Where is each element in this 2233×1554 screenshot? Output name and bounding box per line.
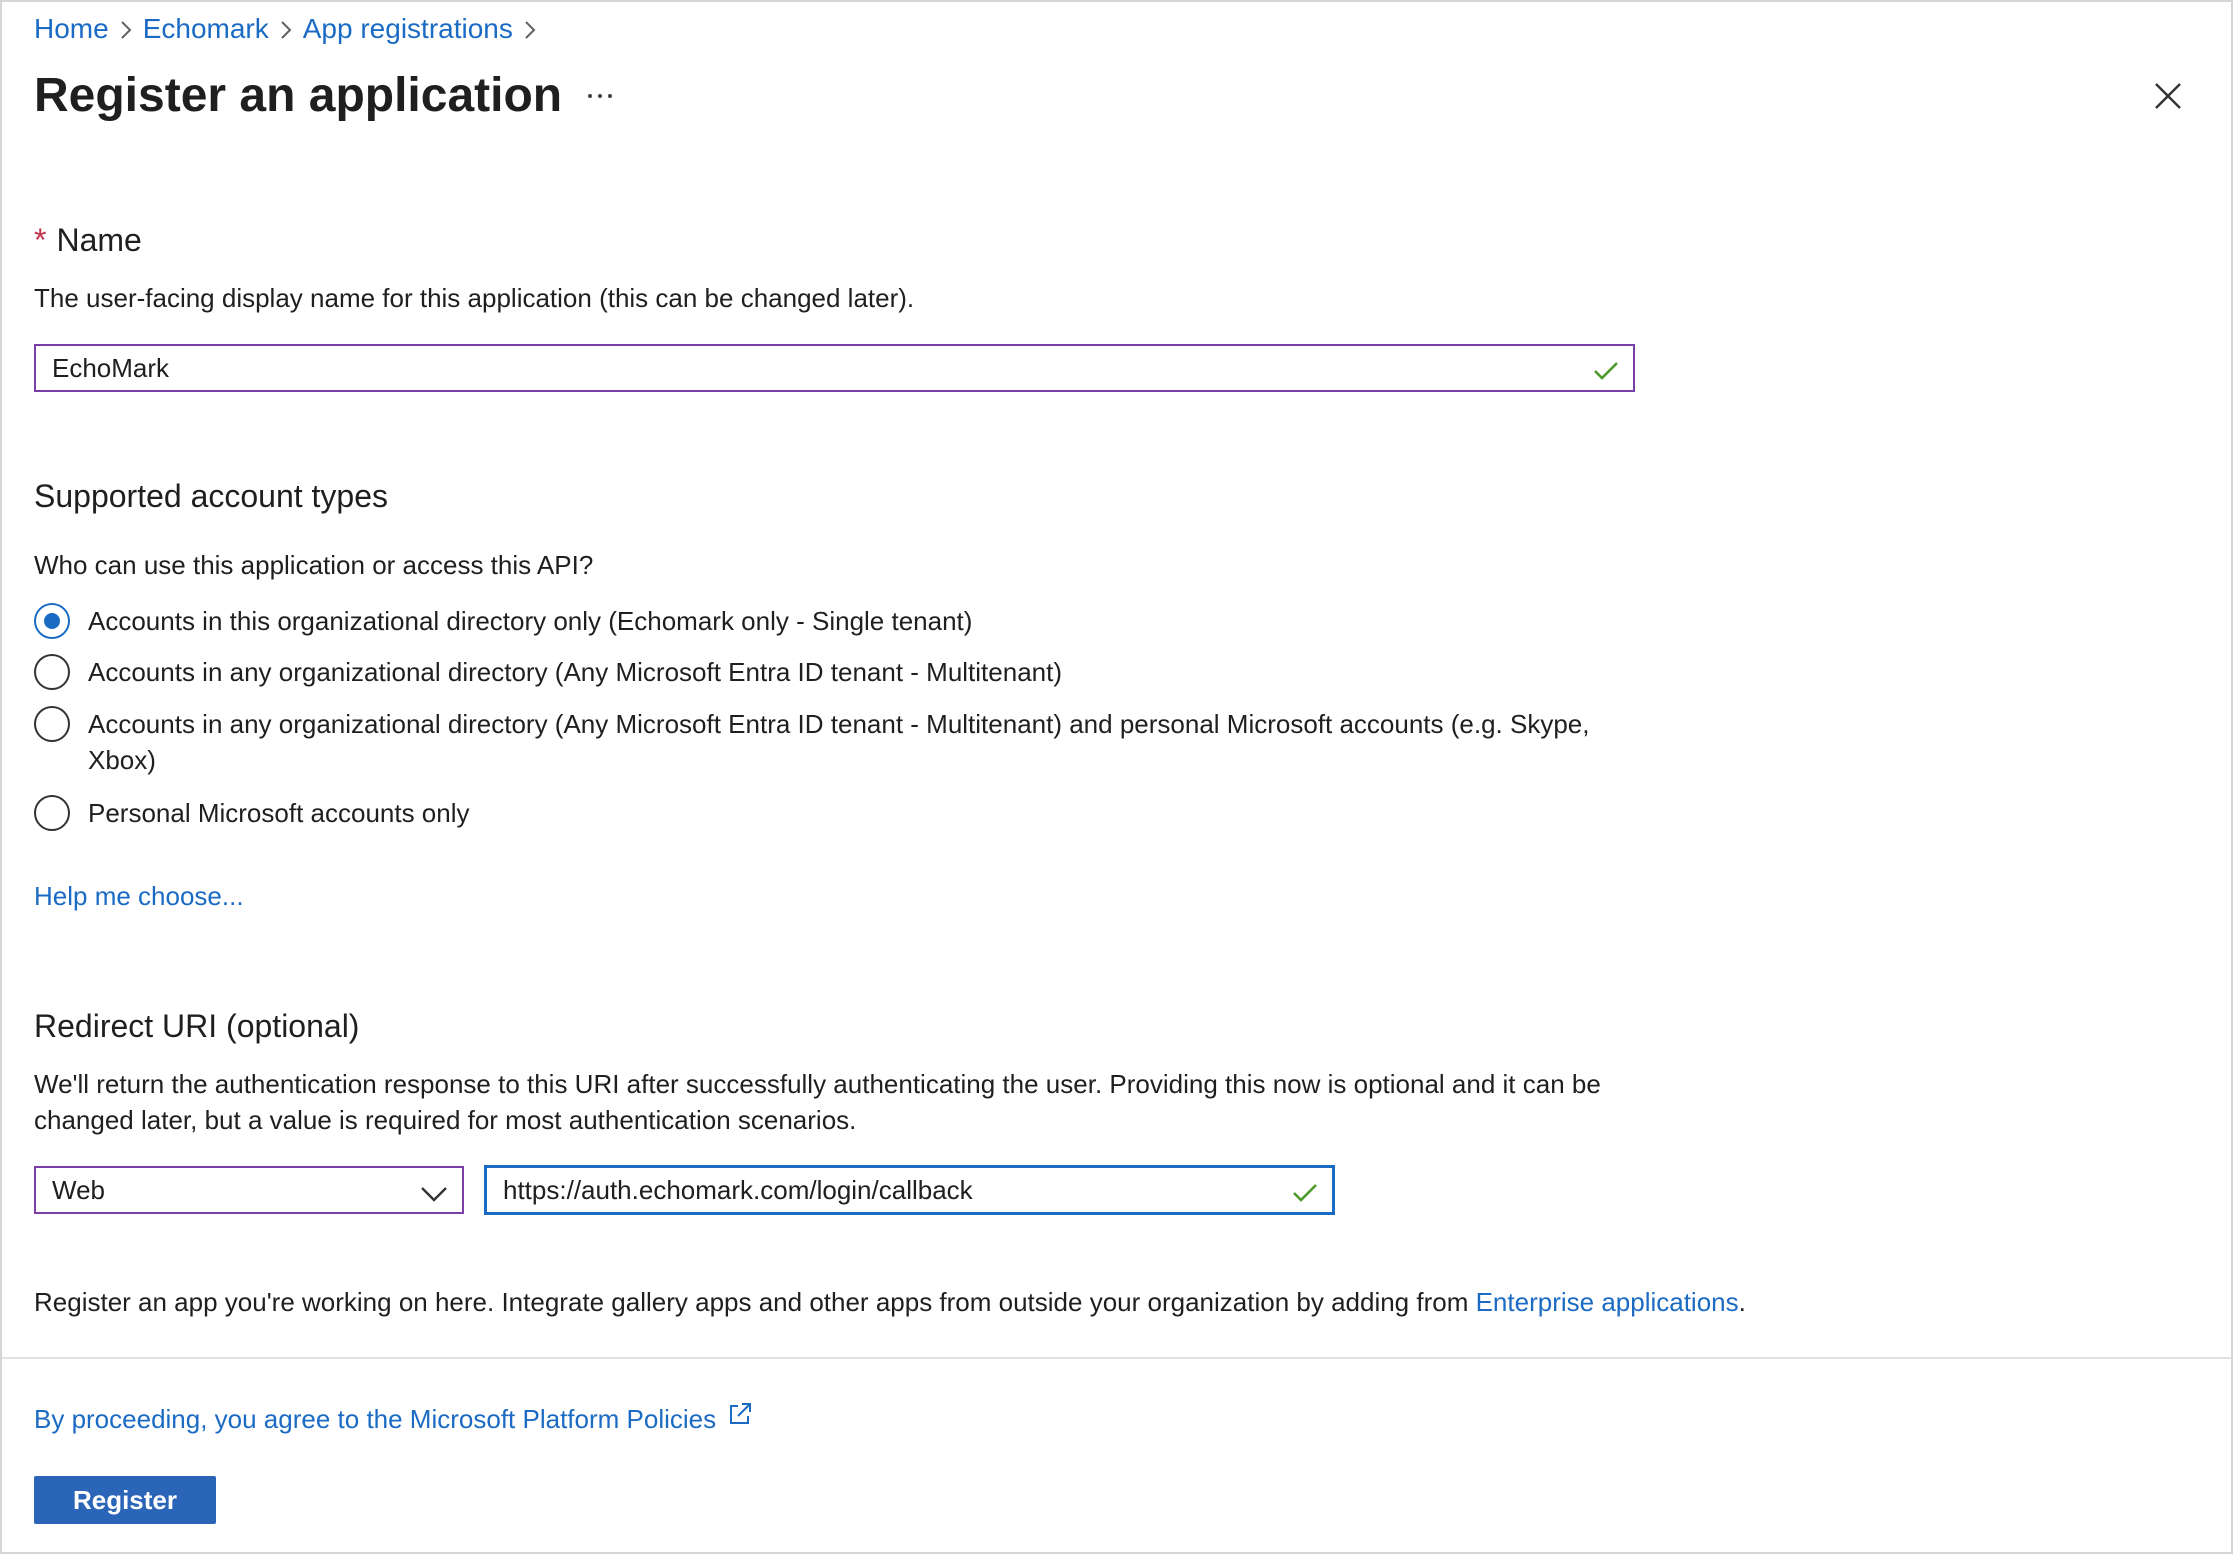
redirect-description: We'll return the authentication response to this URI after successfully authenticating the user. Providing this now is optional and it can be changed later, but a value is required for most authentication scenarios. <box>34 1069 1601 1135</box>
enterprise-info-suffix: . <box>1738 1287 1746 1317</box>
platform-dropdown[interactable] <box>34 1166 464 1214</box>
enterprise-applications-link[interactable]: Enterprise applications <box>1475 1287 1739 1317</box>
breadcrumb <box>34 10 547 48</box>
name-heading-label: Name <box>56 222 142 258</box>
platform-policies-label: By proceeding, you agree to the Microsoft Platform Policies <box>34 1403 717 1434</box>
platform-policies-link[interactable] <box>34 1400 754 1437</box>
required-marker: * <box>34 222 47 258</box>
radio-button[interactable] <box>34 654 70 690</box>
chevron-down-icon <box>420 1180 448 1211</box>
register-button[interactable]: Register <box>34 1476 216 1524</box>
page-title: Register an application <box>34 69 563 122</box>
redirect-uri-input[interactable] <box>484 1165 1335 1215</box>
redirect-heading: Redirect URI (optional) <box>34 1008 360 1044</box>
breadcrumb-app-registrations[interactable]: App registrations <box>302 13 513 44</box>
breadcrumb-echomark[interactable]: Echomark <box>142 13 269 44</box>
enterprise-info-text: Register an app you're working on here. Integrate gallery apps and other apps from outside your organization by adding from <box>34 1287 1476 1317</box>
name-heading <box>34 219 142 261</box>
help-me-choose-link[interactable]: Help me choose... <box>34 881 244 911</box>
name-input[interactable] <box>34 344 1635 392</box>
radio-button-selected[interactable] <box>34 603 70 639</box>
account-types-heading: Supported account types <box>34 478 389 514</box>
chevron-right-icon <box>513 10 547 48</box>
check-icon <box>1593 358 1619 389</box>
check-icon <box>1292 1180 1318 1211</box>
close-icon[interactable] <box>2148 76 2188 116</box>
radio-personal-only[interactable] <box>34 795 470 831</box>
name-description: The user-facing display name for this application (this can be changed later). <box>34 283 915 313</box>
external-link-icon <box>726 1400 754 1437</box>
radio-label: Accounts in this organizational directory only (Echomark only - Single tenant) <box>88 606 973 636</box>
chevron-right-icon <box>109 10 143 48</box>
enterprise-info <box>34 1284 1746 1320</box>
chevron-right-icon <box>269 10 303 48</box>
name-input-value: EchoMark <box>52 352 170 383</box>
radio-single-tenant[interactable] <box>34 603 972 639</box>
account-types-question: Who can use this application or access this API? <box>34 550 594 580</box>
platform-dropdown-value: Web <box>52 1174 105 1205</box>
radio-button[interactable] <box>34 795 70 831</box>
radio-multitenant[interactable] <box>34 654 1062 690</box>
more-icon[interactable] <box>580 76 620 116</box>
footer-divider <box>2 1357 2231 1359</box>
redirect-uri-value: https://auth.echomark.com/login/callback <box>503 1174 973 1205</box>
breadcrumb-home[interactable]: Home <box>34 13 109 44</box>
radio-button[interactable] <box>34 706 70 742</box>
radio-label: Accounts in any organizational directory (Any Microsoft Entra ID tenant - Multitenant) <box>88 657 1062 687</box>
radio-label: Accounts in any organizational directory (Any Microsoft Entra ID tenant - Multitenant) and personal Microsoft accounts (e.g. Skype, Xbox) <box>88 709 1590 775</box>
radio-multitenant-personal[interactable] <box>34 706 1648 778</box>
radio-label: Personal Microsoft accounts only <box>88 798 470 828</box>
